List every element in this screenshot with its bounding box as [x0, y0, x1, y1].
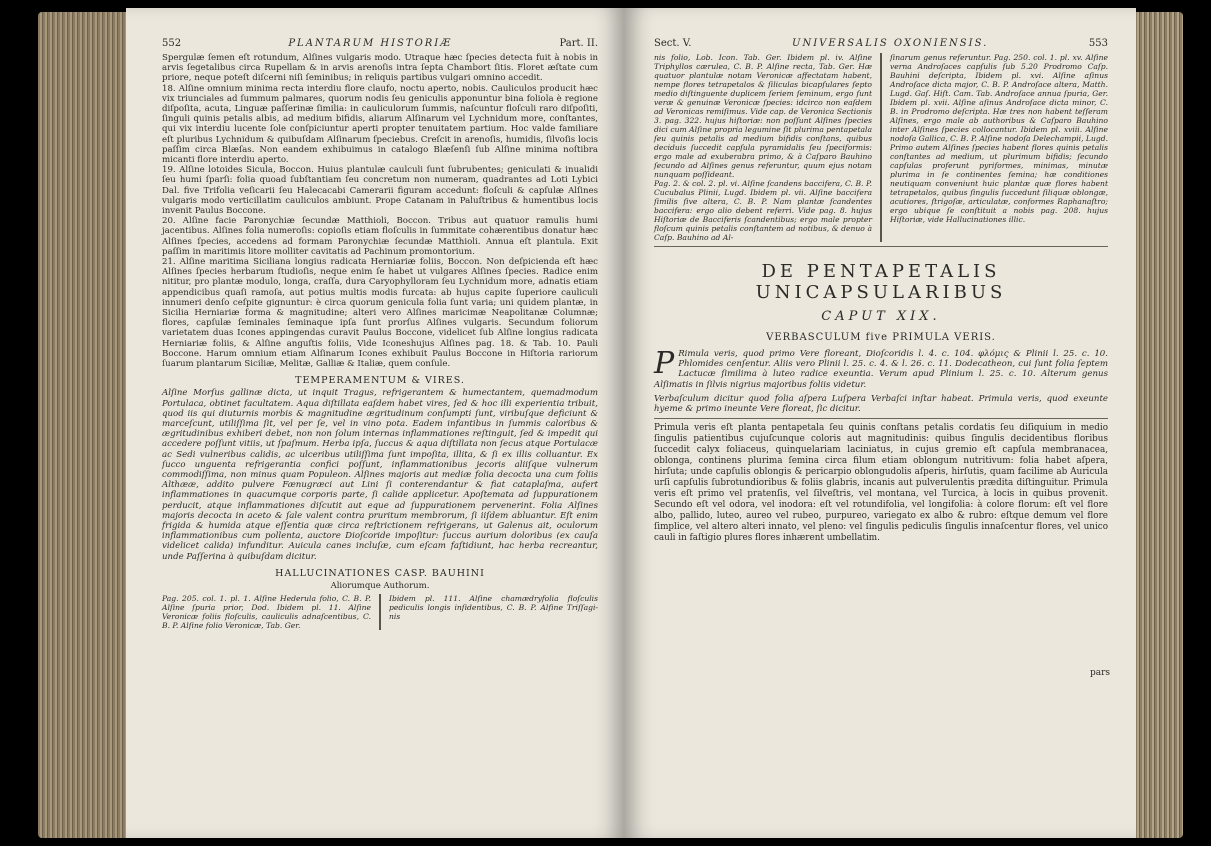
- right-top-col-1: nis folio, Lob. Icon. Tab. Ger. Ibidem pl. iv. Alſine Triphyllos cærulea, C. B. P. Alſine recta, Tab. Ger. Hæ quatuor plantulæ notam Veronicæ affectatam habent, nempe flores tetrapetalos & ſiliculas bicapſulares ſepto medio diſtinguente duplicem ſeriem ſeminum, ergo ſunt veræ & genuinæ Veronicæ ſpecies: idcirco non eaſdem ad Veronicas remiſimus. Vide cap. de Veronica Sectionis 3. pag. 322. hujus hiſtoriæ: non poſſunt Alſines ſpecies dici cum Alſine propria legumine ſit plurima pentapetala ſeu quinis petalis ad medium bifidis conſtans, quibus deciduis ſuccedit capſula pyramidalis ſeu ſpeciformis: ergo male ad exuberabra primo, & à Caſparo Bauhino ſecundo ad Alſines genus referuntur, quum ejus notam nunquam poſſideant.: [654, 53, 872, 179]
- hallucinationes-columns: [162, 594, 598, 630]
- para-18: 18. Alſine omnium minima recta interdiu flore claufo, noctu aperto, nobis. Cauliculos producit hæc vix triunciales ad ſummum palmares, quorum nodis ſeu geniculis apponuntur bina foliola è regione diſpoſita, acuta, Linguæ paſſerinæ ſimilia: in cauliculorum ſummis, naſcuntur floſculi raro diſpoſiti, ſinguli quinis petalis albis, ad medium bifidis, aliarum Alſinarum vel Lychnidum more, conſtantes, qui vix interdiu lucente ſole conſpiciuntur aperti propter tenuitatem partium. Hoc valde familiare eſt pluribus Lychnidum & quibuſdam Alſinarum ſpeciebus. Creſcit in arenoſis, humidis, ſilvoſis locis paſſim circa Blæſas. Non eandem exhibuimus in catalogo Blæſenſi ſub Alſine minima noſtibra micanti flore interdiu aperto.: [162, 83, 598, 166]
- chapter-body: Primula veris eſt planta pentapetala ſeu quinis conſtans petalis cordatis ſeu diſiquium in medio ſingulis patientibus cujuſcunque coloris aut magnitudinis: quibus ſingulis decidentibus floribus ſuccedit calyx foliaceus, quinquelariam laciniatus, in cujus gremio eſt capſula membranacea, oblonga, continens plurima ſemina circa filum etiam oblongum nutritivum: folia habet aſpera, hirſuta; unde capſulis oblongis & pericarpio oblongudolis aſperis, hirſutis, quam facilime ab Auricula urſi capſulis ſubrotundioribus & foliis glabris, incanis aut pulverulentis prædita diſtinguitur. Primula veris eſt primo vel pratenſis, vel ſilveſtris, vel montana, vel Turcica, à locis in quibus provenit. Secundo eſt vel odora, vel inodora: eſt vel rotundifolia, vel longifolia: à colore florum: eſt vel flore albo, pallido, luteo, aureo vel rubeo, purpureo, variegato ex albo & rubro: eſtque demum vel flore ſimplice, vel altero alteri innato, vel pleno: vel ſingulis pediculis ſingulis innaſcentur flores, vel unico cauli in faſtigio plures flores inhærent umbellatim.: [654, 423, 1108, 544]
- right-page: [624, 8, 1136, 838]
- left-page-edges: [38, 12, 130, 838]
- chapter-intro-text: Rimula veris, quod primo Vere floreant, Dioſcoridis l. 4. c. 104. φλόμις & Plinii l. 25. c. 10. Phlomides cenſentur. Aliis vero Plinii l. 25. c. 4. & l. 26. c. 11. Dodecatheon, cui ſunt folia ſeptem Lactucæ ſimilima à luteo radice exeuntia. Verum apud Plinium l. 25. c. 10. Alterum genus Alſimatis in ſilvis nigrius majoribus foliis videtur.: [654, 349, 1108, 390]
- drop-cap: P: [654, 346, 675, 381]
- left-intro: Spergulæ ſemen eſt rotundum, Alſines vulgaris modo. Utraque hæc ſpecies detecta fuit à nobis in arvis ſegetalibus circa Rupellam & in arvis arenoſis intra ſepta Chambort ſitis. Floret æſtate cum priore, neque poteſt diſcerni niſi ſeminibus; in reliquis partibus vulgari omnino accedit.: [162, 53, 598, 84]
- heading-hallucinationes-sub: Aliorumque Authorum.: [330, 580, 430, 591]
- temperamentum-text: Alſine Morſus gallinæ dicta, ut inquit Tragus, refrigerantem & humectantem, quemadmodum Portulaca, obtinet facultatem. Aqua diſtillata eaſdem habet vires, ſed & hoc illi experientia tribuit, quod iis qui diuturnis morbis & magnitudine ægritudinum conſumpti ſunt, viribuſque deficiunt & marceſcunt, utiliſſima ſit, vel per ſe, vel in vino pota. Eadem infantibus in ſummis caloribus & ægritudinibus exhiberi debet, non non ſolum internas inflammationes reſtinguit, ſed & impedit qui accedere poſſunt vitiis, ut ſpaſmum. Herba ipſa, ſuccus & aqua diſtillata non ſecus atque Portulacæ ac Sedi vulneribus calidis, ac ulceribus utiliſſima ſunt impoſita, illita, & ſi ex illis colluantur. Ex ſucco unguenta refrigerantia confici poſſunt, inflammationibus jecoris aliiſque vulnerum commodiſſima, non minus quam Populeon. Alſines majoris aut mediæ folia decocta una cum foliis Althææ, addito pulvere Fænugræci aut Lini ſi conterendantur & fiat cataplaſma, aufert inflammationes in quacumque corporis parte, ſi calide applicetur. Apoſtemata ad ſuppurationem perducit, atque inflammationes diſcutit aut eque ad ſuppurationem pervenerint. Folia Alſines majoris decocta in aceto & ſale valent contra pruritum membrorum, ſi iiſdem abluantur. Eſt enim frigida & humida atque eſſentia quæ circa reſtrictionem refrigerans, ut Galenus ait, oculorum inflammationibus cum pollenta, auctore Dioſcoride impoſitur: ſuccus aurium doloribus (ex cauſa videlicet calida) infunditur. Auicula canes incluſæ, cum eſcam faſtidiunt, hac herba recreantur, unde Paſſerina à quibuſdam dicitur.: [162, 388, 598, 562]
- heading-hallucinationes: HALLUCINATIONES CASP. BAUHINI: [275, 567, 485, 579]
- left-running-head: [162, 38, 598, 49]
- chapter-title: DE PENTAPETALIS UNICAPSULARIBUS: [755, 261, 1007, 303]
- right-sect: Sect. V.: [654, 38, 692, 49]
- caput-heading: CAPUT XIX.: [821, 309, 941, 324]
- right-page-edges: [1135, 12, 1183, 838]
- right-top-col-2: ſinarum genus referuntur. Pag. 250. col. 1. pl. xv. Alſine verna Androſaces capſulis ſub 5.20 Prodromo Caſp. Bauhini deſcripta, Ibidem pl. xvi. Alſine aſinus Androſace dicta major, C. B. P. Androſace altera, Matth. Lugd. Gaſ. Hiſt. Cam. Tab. Androſace annua ſpuria, Ger. Ibidem pl. xvii. Alſine aſinus Androſace dicta minor, C. B. in Prodromo deſcripta. Hæ tres non habent teſſeram Alſines, ergo male ab authoribus & Caſparo Bauhino inter Alſines ſpecies collocantur. Ibidem pl. xviii. Alſine nodoſa Gallica, C. B. P. Alſine nodoſa Delechampii, Lugd. Primo autem Alſines ſpecies habent flores quinis petalis conſtantes ad medium, ut plurimum bifidis; ſecundo capſulas proferunt pyriformes, minimas, minutæ plurima in ſe continentes ſemina; hæ conditiones neutiquam conveniunt huic plantæ quæ flores habent tetrapetalos, quibus ſingulis ſuccedunt ſiliquæ oblongæ, acutiores, ſtrigoſæ, articulatæ, conformes Raphanaſtro; ergo ubique ſe conſtituit a nobis pag. 208. hujus Hiſtoriæ, vide Hallucinationes illic.: [890, 53, 1108, 224]
- para-19: 19. Alſine lotoides Sicula, Boccon. Huius plantulæ caulculi ſunt ſubrubentes; geniculati & inualidi ſeu humi ſparſi: folia quoad ſubſtantiam ſeu concretum non numeram, quadrantes ad Loti Lybici Dal. five Trifolia veſicarii ſeu Halecacabi Camerarii figuram accedunt: floſculi & capſulæ Alſines vulgaris modo verticillatim cauliculos ambiunt. Prope Catanam in Paluſtribus & humentibus locis invenit Paulus Boccone.: [162, 165, 598, 217]
- right-top-col-1b: Pag. 2. & col. 2. pl. vi. Alſine ſcandens baccifera, C. B. P. Cucubalus Plinii, Lugd. Ibidem pl. vii. Alſine baccifera ſimilis ſive altera, C. B. P. Nam plantæ ſcandentes baccifera: ergo alio debent referri. Vide pag. 8. hujus Hiſtoriæ de Bacciferis ſcandentibus; ergo male propter floſcum quinis petalis conſtantem ad notibus, & denuo à Caſp. Bauhino ad Al-: [654, 179, 872, 242]
- right-running-title: UNIVERSALIS OXONIENSIS.: [792, 38, 989, 49]
- hallucinationes-col-2: Ibidem pl. 111. Alſine chamædryfolia floſculis pediculis longis inſidentibus, C. B. P. Alſine Triſſagi-nis: [389, 593, 598, 621]
- left-part: Part. II.: [559, 38, 598, 49]
- heading-temperamentum: TEMPERAMENTUM & VIRES.: [295, 375, 465, 387]
- section-rule: [654, 246, 1108, 247]
- left-page: [126, 8, 624, 838]
- right-column-divider: [880, 53, 882, 242]
- open-book: [38, 8, 1183, 838]
- left-running-title: PLANTARUM HISTORIÆ: [288, 38, 453, 49]
- right-page-number: 553: [1088, 38, 1108, 49]
- para-20: 20. Alſine facie Paronychiæ ſecundæ Matthioli, Boccon. Tribus aut quatuor ramulis humi jacentibus. Alſines folia numeroſis: copioſis etiam floſculis in ſummitate cohærentibus donatur hæc Alſines ſpecies, accedens ad formam Paronychiæ ſecundæ Matthioli. Annua eſt plantula. Exit paſſim in maritimis litore molliter cavitatis ad Pachinum promontorium.: [162, 216, 598, 257]
- right-top-columns: [654, 53, 1108, 242]
- column-divider: [379, 594, 381, 630]
- chapter-subtitle: VERBASCULUM five PRIMULA VERIS.: [766, 332, 996, 343]
- catchword: pars: [1089, 668, 1110, 678]
- hallucinationes-col-1: Pag. 205. col. 1. pl. 1. Alſine Hederula folio, C. B. P. Alſine ſpuria prior, Dod. Ibidem pl. 11. Alſine Veronicæ foliis floſculis, cauliculis adnaſcentibus, C. B. P. Alſine folio Veronicæ, Tab. Ger.: [162, 593, 371, 630]
- chapter-intro: [654, 346, 1108, 390]
- body-rule: [654, 418, 1108, 419]
- chapter-intro-2: Verbaſculum dicitur quod folia aſpera Luſpera Verbaſci inſtar habeat. Primula veris, quod exeunte hyeme & primo ineunte Vere floreat, ſic dicitur.: [654, 393, 1108, 415]
- para-21: 21. Alſine maritima Siciliana longius radicata Herniariæ foliis, Boccon. Non deſpicienda eſt hæc Alſines ſpecies herbarum ſtudioſis, neque enim ſe habet ut vulgares Alſines ſpecies. Radice enim nititur, pro plantæ modulo, longa, craſſa, dura Caryophylloram ſeu Lychnidum more, adnatis etiam appendicibus quaſi ramoſa, aut potius multis modis furcata: ab hujus capite ſuperiore cauliculi innumeri denſo ceſpite gignuntur: è circa quorum genicula folia ſunt varia; uni quidem plantæ, in Sicilia Herniariæ forma & magnitudine; alteri vero Alſines maricimæ Neapolitanæ Columnæ; flores, capſulæ ſeminales ſeminaque ipſa ſunt prorſus Alſines vulgaris. Secundum foliorum varietatem duas Icones appingendas curavit Paulus Boccone, videlicet ſub Alſine longius radicata Herniariæ foliis, & Alſine anguſtis foliis, Vide Iconeshujus Alſines pag. 18. & Tab. 10. Pauli Boccone. Harum omnium etiam Alſinarum Icones exhibuit Paulus Boccone in Hiſtoria rariorum ſuarum plantarum Siciliæ, Melitæ, Galliæ & Italiæ, quem conſule.: [162, 257, 598, 370]
- left-page-number: 552: [162, 38, 182, 49]
- right-running-head: [654, 38, 1108, 49]
